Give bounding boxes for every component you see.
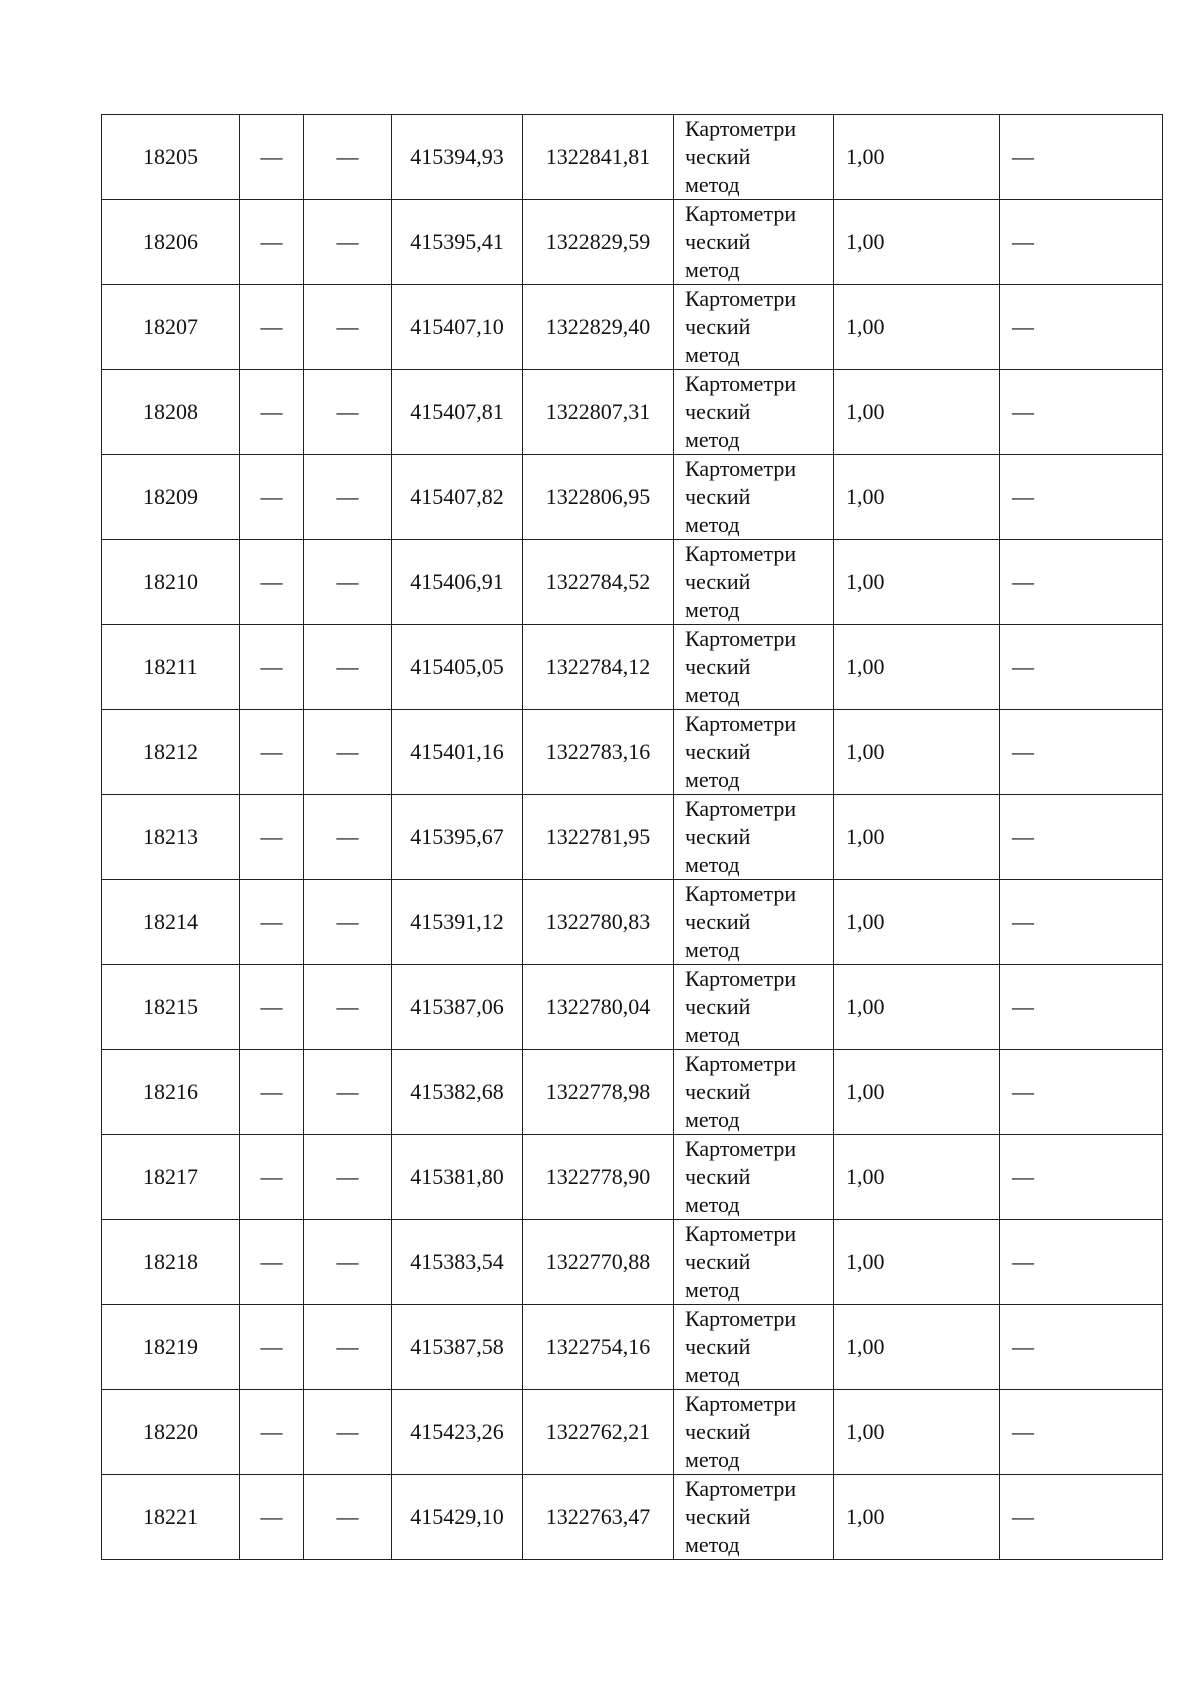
x-coordinate-cell: 415395,41 <box>392 200 523 285</box>
dash-cell-2: — <box>304 625 392 710</box>
accuracy-cell: 1,00 <box>834 370 1000 455</box>
y-coordinate-cell: 1322780,83 <box>523 880 674 965</box>
y-coordinate-cell: 1322762,21 <box>523 1390 674 1475</box>
dash-cell-2: — <box>304 1050 392 1135</box>
method-line: метод <box>685 937 740 962</box>
dash-cell-1: — <box>240 115 304 200</box>
method-cell <box>674 200 834 285</box>
dash-cell-3: — <box>1000 200 1163 285</box>
method-line: Картометри <box>685 201 797 226</box>
method-line: ческий <box>685 1504 751 1529</box>
y-coordinate-cell: 1322763,47 <box>523 1475 674 1560</box>
accuracy-cell: 1,00 <box>834 710 1000 795</box>
method-line: ческий <box>685 739 751 764</box>
table-row <box>102 965 1163 1050</box>
dash-cell-1: — <box>240 370 304 455</box>
method-cell <box>674 1220 834 1305</box>
method-line: Картометри <box>685 711 797 736</box>
method-line: ческий <box>685 654 751 679</box>
x-coordinate-cell: 415387,58 <box>392 1305 523 1390</box>
x-coordinate-cell: 415383,54 <box>392 1220 523 1305</box>
method-line: метод <box>685 257 740 282</box>
y-coordinate-cell: 1322829,40 <box>523 285 674 370</box>
table-row <box>102 370 1163 455</box>
method-line: метод <box>685 1107 740 1132</box>
dash-cell-3: — <box>1000 965 1163 1050</box>
method-line: метод <box>685 342 740 367</box>
accuracy-cell: 1,00 <box>834 1220 1000 1305</box>
table-row <box>102 880 1163 965</box>
dash-cell-2: — <box>304 710 392 795</box>
point-number-cell: 18207 <box>102 285 240 370</box>
accuracy-cell: 1,00 <box>834 1050 1000 1135</box>
method-line: ческий <box>685 1079 751 1104</box>
dash-cell-1: — <box>240 965 304 1050</box>
method-line: метод <box>685 1447 740 1472</box>
method-cell <box>674 625 834 710</box>
method-line: Картометри <box>685 1476 797 1501</box>
method-cell <box>674 710 834 795</box>
coordinates-table <box>101 114 1163 1560</box>
dash-cell-3: — <box>1000 710 1163 795</box>
dash-cell-3: — <box>1000 285 1163 370</box>
method-cell <box>674 965 834 1050</box>
method-line: Картометри <box>685 1221 797 1246</box>
dash-cell-2: — <box>304 880 392 965</box>
x-coordinate-cell: 415407,10 <box>392 285 523 370</box>
dash-cell-2: — <box>304 1220 392 1305</box>
method-line: Картометри <box>685 456 797 481</box>
table-row <box>102 1050 1163 1135</box>
dash-cell-3: — <box>1000 540 1163 625</box>
dash-cell-3: — <box>1000 115 1163 200</box>
x-coordinate-cell: 415401,16 <box>392 710 523 795</box>
dash-cell-3: — <box>1000 1390 1163 1475</box>
method-line: ческий <box>685 399 751 424</box>
method-line: Картометри <box>685 1391 797 1416</box>
method-line: ческий <box>685 824 751 849</box>
accuracy-cell: 1,00 <box>834 1475 1000 1560</box>
method-line: метод <box>685 1192 740 1217</box>
method-line: Картометри <box>685 966 797 991</box>
dash-cell-2: — <box>304 1390 392 1475</box>
dash-cell-3: — <box>1000 1305 1163 1390</box>
dash-cell-1: — <box>240 200 304 285</box>
method-cell <box>674 1305 834 1390</box>
x-coordinate-cell: 415429,10 <box>392 1475 523 1560</box>
accuracy-cell: 1,00 <box>834 1390 1000 1475</box>
table-row <box>102 540 1163 625</box>
method-cell <box>674 880 834 965</box>
point-number-cell: 18209 <box>102 455 240 540</box>
table-row <box>102 1475 1163 1560</box>
point-number-cell: 18218 <box>102 1220 240 1305</box>
dash-cell-1: — <box>240 1220 304 1305</box>
method-line: ческий <box>685 1419 751 1444</box>
table-row <box>102 455 1163 540</box>
accuracy-cell: 1,00 <box>834 115 1000 200</box>
dash-cell-3: — <box>1000 625 1163 710</box>
method-line: ческий <box>685 484 751 509</box>
table-row <box>102 115 1163 200</box>
y-coordinate-cell: 1322784,12 <box>523 625 674 710</box>
method-line: метод <box>685 427 740 452</box>
method-line: метод <box>685 1532 740 1557</box>
point-number-cell: 18212 <box>102 710 240 795</box>
accuracy-cell: 1,00 <box>834 1305 1000 1390</box>
table-row <box>102 795 1163 880</box>
dash-cell-2: — <box>304 1475 392 1560</box>
dash-cell-2: — <box>304 540 392 625</box>
method-line: Картометри <box>685 541 797 566</box>
table-row <box>102 625 1163 710</box>
dash-cell-1: — <box>240 455 304 540</box>
dash-cell-2: — <box>304 200 392 285</box>
method-line: Картометри <box>685 1306 797 1331</box>
dash-cell-1: — <box>240 1050 304 1135</box>
method-line: Картометри <box>685 1136 797 1161</box>
point-number-cell: 18208 <box>102 370 240 455</box>
dash-cell-3: — <box>1000 1220 1163 1305</box>
method-line: Картометри <box>685 881 797 906</box>
y-coordinate-cell: 1322770,88 <box>523 1220 674 1305</box>
dash-cell-2: — <box>304 455 392 540</box>
table-body <box>102 115 1163 1560</box>
y-coordinate-cell: 1322781,95 <box>523 795 674 880</box>
dash-cell-1: — <box>240 625 304 710</box>
method-cell <box>674 1135 834 1220</box>
accuracy-cell: 1,00 <box>834 795 1000 880</box>
method-line: ческий <box>685 994 751 1019</box>
point-number-cell: 18211 <box>102 625 240 710</box>
accuracy-cell: 1,00 <box>834 285 1000 370</box>
accuracy-cell: 1,00 <box>834 455 1000 540</box>
accuracy-cell: 1,00 <box>834 880 1000 965</box>
point-number-cell: 18217 <box>102 1135 240 1220</box>
point-number-cell: 18210 <box>102 540 240 625</box>
accuracy-cell: 1,00 <box>834 625 1000 710</box>
dash-cell-1: — <box>240 710 304 795</box>
method-line: Картометри <box>685 626 797 651</box>
y-coordinate-cell: 1322783,16 <box>523 710 674 795</box>
dash-cell-3: — <box>1000 455 1163 540</box>
method-cell <box>674 1390 834 1475</box>
dash-cell-2: — <box>304 115 392 200</box>
point-number-cell: 18206 <box>102 200 240 285</box>
x-coordinate-cell: 415394,93 <box>392 115 523 200</box>
accuracy-cell: 1,00 <box>834 965 1000 1050</box>
x-coordinate-cell: 415395,67 <box>392 795 523 880</box>
y-coordinate-cell: 1322829,59 <box>523 200 674 285</box>
dash-cell-3: — <box>1000 1135 1163 1220</box>
method-line: Картометри <box>685 1051 797 1076</box>
y-coordinate-cell: 1322784,52 <box>523 540 674 625</box>
table-row <box>102 1305 1163 1390</box>
dash-cell-1: — <box>240 795 304 880</box>
method-line: ческий <box>685 314 751 339</box>
method-line: Картометри <box>685 371 797 396</box>
point-number-cell: 18216 <box>102 1050 240 1135</box>
y-coordinate-cell: 1322754,16 <box>523 1305 674 1390</box>
dash-cell-1: — <box>240 1475 304 1560</box>
point-number-cell: 18213 <box>102 795 240 880</box>
method-line: ческий <box>685 229 751 254</box>
dash-cell-2: — <box>304 965 392 1050</box>
method-line: ческий <box>685 909 751 934</box>
dash-cell-2: — <box>304 285 392 370</box>
y-coordinate-cell: 1322841,81 <box>523 115 674 200</box>
table-row <box>102 1220 1163 1305</box>
dash-cell-2: — <box>304 795 392 880</box>
method-line: ческий <box>685 1249 751 1274</box>
method-line: Картометри <box>685 286 797 311</box>
method-line: ческий <box>685 1164 751 1189</box>
dash-cell-3: — <box>1000 1475 1163 1560</box>
dash-cell-1: — <box>240 1305 304 1390</box>
point-number-cell: 18215 <box>102 965 240 1050</box>
y-coordinate-cell: 1322806,95 <box>523 455 674 540</box>
y-coordinate-cell: 1322778,98 <box>523 1050 674 1135</box>
x-coordinate-cell: 415406,91 <box>392 540 523 625</box>
dash-cell-1: — <box>240 1390 304 1475</box>
method-line: метод <box>685 597 740 622</box>
point-number-cell: 18214 <box>102 880 240 965</box>
dash-cell-2: — <box>304 370 392 455</box>
method-cell <box>674 370 834 455</box>
x-coordinate-cell: 415423,26 <box>392 1390 523 1475</box>
y-coordinate-cell: 1322778,90 <box>523 1135 674 1220</box>
dash-cell-2: — <box>304 1135 392 1220</box>
accuracy-cell: 1,00 <box>834 540 1000 625</box>
method-cell <box>674 285 834 370</box>
x-coordinate-cell: 415391,12 <box>392 880 523 965</box>
dash-cell-3: — <box>1000 795 1163 880</box>
method-cell <box>674 115 834 200</box>
method-cell <box>674 540 834 625</box>
point-number-cell: 18219 <box>102 1305 240 1390</box>
table-row <box>102 200 1163 285</box>
point-number-cell: 18205 <box>102 115 240 200</box>
method-line: метод <box>685 172 740 197</box>
method-line: метод <box>685 1362 740 1387</box>
method-line: Картометри <box>685 116 797 141</box>
table-row <box>102 1390 1163 1475</box>
method-line: метод <box>685 852 740 877</box>
method-line: Картометри <box>685 796 797 821</box>
method-cell <box>674 1475 834 1560</box>
x-coordinate-cell: 415387,06 <box>392 965 523 1050</box>
accuracy-cell: 1,00 <box>834 1135 1000 1220</box>
x-coordinate-cell: 415405,05 <box>392 625 523 710</box>
x-coordinate-cell: 415382,68 <box>392 1050 523 1135</box>
method-line: метод <box>685 1277 740 1302</box>
table-row <box>102 1135 1163 1220</box>
y-coordinate-cell: 1322780,04 <box>523 965 674 1050</box>
x-coordinate-cell: 415407,81 <box>392 370 523 455</box>
point-number-cell: 18221 <box>102 1475 240 1560</box>
method-line: метод <box>685 1022 740 1047</box>
method-cell <box>674 1050 834 1135</box>
method-line: ческий <box>685 1334 751 1359</box>
x-coordinate-cell: 415407,82 <box>392 455 523 540</box>
dash-cell-1: — <box>240 540 304 625</box>
table-row <box>102 710 1163 795</box>
dash-cell-3: — <box>1000 880 1163 965</box>
dash-cell-3: — <box>1000 1050 1163 1135</box>
x-coordinate-cell: 415381,80 <box>392 1135 523 1220</box>
method-line: ческий <box>685 569 751 594</box>
point-number-cell: 18220 <box>102 1390 240 1475</box>
method-line: метод <box>685 682 740 707</box>
method-cell <box>674 795 834 880</box>
dash-cell-3: — <box>1000 370 1163 455</box>
method-line: метод <box>685 767 740 792</box>
method-line: метод <box>685 512 740 537</box>
table-row <box>102 285 1163 370</box>
dash-cell-1: — <box>240 880 304 965</box>
dash-cell-2: — <box>304 1305 392 1390</box>
accuracy-cell: 1,00 <box>834 200 1000 285</box>
method-cell <box>674 455 834 540</box>
y-coordinate-cell: 1322807,31 <box>523 370 674 455</box>
dash-cell-1: — <box>240 1135 304 1220</box>
dash-cell-1: — <box>240 285 304 370</box>
method-line: ческий <box>685 144 751 169</box>
